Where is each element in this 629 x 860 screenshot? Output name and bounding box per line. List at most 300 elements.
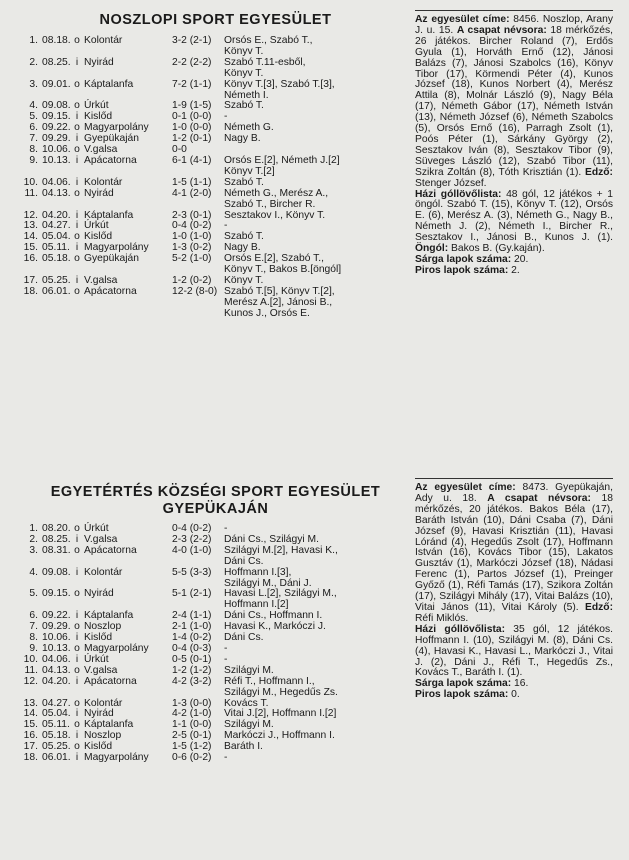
goal-scorers <box>224 134 404 145</box>
home-away: i <box>75 176 79 188</box>
game-number: 11. <box>24 187 38 199</box>
home-away: i <box>75 632 79 644</box>
home-away: o <box>74 523 80 534</box>
game-number: 18. <box>23 285 38 297</box>
scorers-block <box>415 190 613 255</box>
score: 1-2 (0-2) <box>172 274 212 286</box>
game-date: 10.13. <box>42 642 71 654</box>
opponent: Kolontár <box>84 35 123 46</box>
game-number: 4. <box>29 566 38 578</box>
game-number: 15. <box>23 719 38 731</box>
game-row <box>22 232 404 243</box>
scorer-line: Dáni Cs. <box>224 632 264 644</box>
game-row <box>22 742 404 753</box>
game-date: 09.22. <box>42 122 71 134</box>
game-number: 13. <box>23 697 38 709</box>
game-date: 05.11. <box>42 242 70 254</box>
score: 1-0 (0-0) <box>172 122 212 134</box>
club-info-box <box>415 10 613 277</box>
game-number: 6. <box>29 122 38 134</box>
scorer-line: Szilágyi M., Hegedűs Zs. <box>224 686 338 698</box>
scorer-line: Szilágyi M.[2], Havasi K., <box>224 544 338 556</box>
scorer-line: Markóczi J., Hoffmann I. <box>224 730 335 742</box>
game-number: 4. <box>29 100 38 112</box>
goal-scorers <box>224 633 404 644</box>
game-number: 3. <box>29 78 38 90</box>
score: 0-0 <box>172 144 187 156</box>
game-number: 2. <box>29 533 38 545</box>
games-table <box>22 36 404 320</box>
roster-label: A csapat névsora: <box>487 492 591 504</box>
goal-scorers <box>224 80 404 102</box>
address-label: Az egyesület címe: <box>415 14 510 25</box>
scorer-line: - <box>224 752 228 764</box>
home-away: o <box>74 144 80 156</box>
address-text: 8473. Gyepükaján, Ady u. 18. <box>415 482 613 504</box>
opponent: Kislőd <box>84 111 113 123</box>
scorer-line: Szabó T.11-esből, <box>224 56 306 68</box>
game-date: 04.13. <box>42 187 71 199</box>
game-date: 06.01. <box>42 285 71 297</box>
goal-scorers <box>224 287 404 320</box>
opponent: Noszlop <box>84 730 122 742</box>
red-cards-line <box>415 690 613 701</box>
score: 0-5 (0-1) <box>172 653 212 665</box>
home-away: i <box>75 56 79 68</box>
score: 1-5 (1-2) <box>172 741 212 753</box>
score: 4-1 (2-0) <box>172 187 212 199</box>
home-away: i <box>75 133 79 145</box>
game-date: 10.13. <box>42 154 71 166</box>
opponent: Apácatorna <box>84 285 137 297</box>
club-title: NOSZLOPI SPORT EGYESÜLET <box>99 12 332 28</box>
game-number: 10. <box>23 176 38 188</box>
score: 1-0 (1-0) <box>172 231 212 243</box>
game-date: 08.18. <box>42 35 71 46</box>
opponent: Apácatorna <box>84 544 137 556</box>
home-away: i <box>75 752 79 764</box>
home-away: i <box>75 566 79 578</box>
scorer-line: - <box>224 220 228 232</box>
opponent: Nyirád <box>84 708 114 720</box>
home-away: o <box>74 35 80 46</box>
address-text: 8456. Noszlop, Arany J. u. 15. <box>415 14 613 36</box>
scorer-line: Vitai J.[2], Hoffmann I.[2] <box>224 708 337 720</box>
game-number: 2. <box>29 56 38 68</box>
scorer-line: Könyv T., Bakos B.[öngól] <box>224 264 342 276</box>
game-date: 05.04. <box>42 231 71 243</box>
scorer-line: Könyv T. <box>224 45 264 57</box>
home-away: o <box>74 664 80 676</box>
score: 0-1 (0-0) <box>172 111 212 123</box>
opponent: Apácatorna <box>84 154 137 166</box>
opponent: Nyirád <box>84 187 114 199</box>
home-away: i <box>75 111 79 123</box>
game-date: 05.04. <box>42 708 71 720</box>
game-date: 08.25. <box>42 533 71 545</box>
goal-scorers <box>224 677 404 699</box>
score: 5-1 (2-1) <box>172 588 212 600</box>
score: 2-4 (1-1) <box>172 610 212 622</box>
game-number: 7. <box>29 621 38 633</box>
game-date: 09.15. <box>42 111 71 123</box>
roster-label: A csapat névsora: <box>456 24 547 36</box>
opponent: V.galsa <box>84 274 118 286</box>
score: 7-2 (1-1) <box>172 78 212 90</box>
red-label: Piros lapok száma: <box>415 264 509 276</box>
scorer-line: Könyv T. <box>224 67 264 79</box>
opponent: Kislőd <box>84 741 113 753</box>
opponent: Noszlop <box>84 621 122 633</box>
game-date: 04.27. <box>42 697 71 709</box>
opponent: Gyepükaján <box>84 133 139 145</box>
game-row <box>22 189 404 211</box>
scorer-line: Szabó T.[5], Könyv T.[2], <box>224 285 335 297</box>
game-number: 8. <box>29 632 38 644</box>
opponent: Kislőd <box>84 231 113 243</box>
opponent: Kolontár <box>84 697 123 709</box>
game-row <box>22 589 404 611</box>
game-date: 04.20. <box>42 209 71 221</box>
game-row <box>22 211 404 222</box>
goal-scorers <box>224 589 404 611</box>
home-away: i <box>75 730 79 742</box>
score: 0-4 (0-3) <box>172 642 212 654</box>
opponent: Apácatorna <box>84 675 137 687</box>
opponent: Úrkút <box>84 220 109 232</box>
goal-scorers <box>224 568 404 590</box>
roster-text: Bakos Béla (17), Baráth István (10), Dáni Csaba (7), Dáni József (9), Havasi Krisztián (11), Havasi Lóránd (4), Hegedűs Zsolt (17), Hoffmann István (16), Kovács Tibor (15), Lakatos Gusztáv (1), Markóczi József (18), Nádasi Ferenc (1), Partos József (1), Preinger Győző (1), Réfi Tamás (17), Szikora Zoltán (17), Szilágyi Mihály (17), Vitai Balázs (10), Vitai János (11), Vitai Károly (5). <box>415 503 614 613</box>
scorer-line: Szilágyi M. <box>224 664 274 676</box>
goal-scorers <box>224 189 404 211</box>
scorer-line: Baráth I. <box>224 741 263 753</box>
home-away: i <box>75 653 79 665</box>
coach-label: Edző: <box>584 601 613 613</box>
home-away: i <box>75 154 79 166</box>
opponent: Nyirád <box>84 56 114 68</box>
home-away: o <box>74 697 80 709</box>
red-value: 2. <box>511 264 520 276</box>
scorer-line: Orsós E.[2], Németh J.[2] <box>224 154 340 166</box>
home-away: o <box>74 253 80 265</box>
game-row <box>22 123 404 134</box>
home-away: o <box>74 285 80 297</box>
game-number: 9. <box>29 154 38 166</box>
scorer-line: Kovács T. <box>224 697 269 709</box>
opponent: Kislőd <box>84 632 113 644</box>
home-away: o <box>74 100 80 112</box>
game-row <box>22 254 404 276</box>
score: 4-2 (3-2) <box>172 675 212 687</box>
game-number: 1. <box>29 523 38 534</box>
game-row <box>22 36 404 58</box>
coach-label: Edző: <box>584 166 613 178</box>
own-goal-text: Bakos B. (Gy.kaján). <box>451 243 545 255</box>
game-date: 05.18. <box>42 253 71 265</box>
yellow-label: Sárga lapok száma: <box>415 678 512 690</box>
scorer-line: Dáni Cs., Szilágyi M. <box>224 533 319 545</box>
scorer-line: Hoffmann I.[3], <box>224 566 292 578</box>
scorers-text: 35 gól, 12 játékos. Hoffmann I. (10), Szilágyi M. (8), Dáni Cs. (4), Havasi K., Havasi L., Markóczi J., Vitai J. (2), Dáni J., Réfi T., Hegedűs Zs., Kovács T., Baráth I. (1). <box>415 623 613 679</box>
scorer-line: Havasi K., Markóczi J. <box>224 621 326 633</box>
game-date: 05.25. <box>42 274 71 286</box>
score: 1-4 (0-2) <box>172 632 212 644</box>
opponent: Káptalanfa <box>84 719 134 731</box>
score: 1-9 (1-5) <box>172 100 212 112</box>
opponent: Úrkút <box>84 523 109 534</box>
game-row <box>22 644 404 655</box>
scorer-line: Németh G., Merész A., <box>224 187 329 199</box>
scorer-line: Könyv T.[2] <box>224 165 275 177</box>
opponent: V.galsa <box>84 533 118 545</box>
home-away: i <box>75 274 79 286</box>
scorer-line: Szabó T. <box>224 176 264 188</box>
game-row <box>22 720 404 731</box>
yellow-value: 16. <box>514 678 529 690</box>
home-away: o <box>74 187 80 199</box>
game-number: 7. <box>29 133 38 145</box>
opponent: Káptalanfa <box>84 610 134 622</box>
opponent: Magyarpolány <box>84 752 149 764</box>
home-away: o <box>74 231 80 243</box>
yellow-value: 20. <box>514 253 529 265</box>
game-date: 10.06. <box>42 632 71 644</box>
opponent: V.galsa <box>84 664 118 676</box>
score: 12-2 (8-0) <box>172 285 218 297</box>
score: 5-2 (1-0) <box>172 253 212 265</box>
red-cards-line <box>415 266 613 277</box>
game-number: 16. <box>23 730 38 742</box>
goal-scorers <box>224 211 404 222</box>
game-number: 12. <box>23 675 38 687</box>
score: 1-3 (0-0) <box>172 697 212 709</box>
goal-scorers <box>224 644 404 655</box>
game-date: 09.15. <box>42 588 71 600</box>
game-number: 17. <box>23 274 38 286</box>
game-number: 15. <box>23 242 38 254</box>
game-date: 05.25. <box>42 741 71 753</box>
game-date: 04.27. <box>42 220 71 232</box>
score: 1-5 (1-1) <box>172 176 212 188</box>
score: 1-2 (1-2) <box>172 664 212 676</box>
game-date: 10.06. <box>42 144 71 156</box>
opponent: Nyirád <box>84 588 114 600</box>
scorer-line: Havasi L.[2], Szilágyi M., <box>224 588 337 600</box>
red-value: 0. <box>511 689 520 701</box>
game-date: 04.20. <box>42 675 71 687</box>
scorer-line: - <box>224 523 228 534</box>
game-row <box>22 568 404 590</box>
scorer-line: Szabó T. <box>224 231 264 243</box>
opponent: V.galsa <box>84 144 118 156</box>
score: 4-2 (1-0) <box>172 708 212 720</box>
scorer-line: Németh G. <box>224 122 274 134</box>
home-away: i <box>75 220 79 232</box>
scorer-line: Merész A.[2], Jánosi B., <box>224 296 333 308</box>
game-date: 06.01. <box>42 752 71 764</box>
game-row <box>22 287 404 320</box>
home-away: o <box>74 588 80 600</box>
score: 0-4 (0-2) <box>172 220 212 232</box>
game-row <box>22 58 404 80</box>
home-away: i <box>75 708 79 720</box>
scorer-line: Hoffmann I.[2] <box>224 599 289 611</box>
scorers-text: 48 gól, 12 játékos + 1 öngól. Szabó T. (15), Könyv T. (12), Orsós E. (6), Merész A. (3), Németh G., Nagy B., Németh J. (2), Németh I., Bircher R., Sesztakov I., Jánosi B., Kunos J. (1). <box>415 188 613 244</box>
game-number: 16. <box>23 253 38 265</box>
game-date: 04.13. <box>42 664 71 676</box>
club-info-box <box>415 478 613 701</box>
scorer-line: Kunos J., Orsós E. <box>224 307 310 319</box>
scorer-line: Réfi T., Hoffmann I., <box>224 675 315 687</box>
game-date: 04.06. <box>42 176 71 188</box>
coach-text: Réfi Miklós. <box>415 612 469 624</box>
opponent: Magyarpolány <box>84 242 149 254</box>
roster-intro: 18 mérkőzés, 20 játékos. <box>415 492 613 515</box>
club-title: EGYETÉRTÉS KÖZSÉGI SPORT EGYESÜLET GYEPÜKAJÁN <box>50 484 381 517</box>
opponent: Káptalanfa <box>84 78 134 90</box>
scorer-line: Dáni Cs. <box>224 555 264 567</box>
home-away: o <box>74 122 80 134</box>
score: 2-5 (0-1) <box>172 730 212 742</box>
score: 2-3 (0-1) <box>172 209 212 221</box>
scorer-line: Szabó T., Bircher R. <box>224 198 316 210</box>
scorers-label: Házi góllövőlista: <box>415 188 502 200</box>
scorer-line: Nagy B. <box>224 242 261 254</box>
game-number: 5. <box>29 111 38 123</box>
scorer-line: Sesztakov I., Könyv T. <box>224 209 326 221</box>
yellow-label: Sárga lapok száma: <box>415 253 512 265</box>
home-away: o <box>74 642 80 654</box>
score: 1-2 (0-1) <box>172 133 212 145</box>
game-date: 04.06. <box>42 653 71 665</box>
game-number: 18. <box>23 752 38 764</box>
home-away: i <box>75 242 79 254</box>
own-goal-label: Öngól: <box>415 243 449 255</box>
game-date: 05.18. <box>42 730 71 742</box>
goal-scorers <box>224 254 404 276</box>
game-row <box>22 677 404 699</box>
score: 2-1 (1-0) <box>172 621 212 633</box>
home-away: i <box>75 209 79 221</box>
game-date: 09.08. <box>42 100 71 112</box>
scorer-line: - <box>224 111 228 123</box>
game-date: 08.31. <box>42 544 71 556</box>
score: 3-2 (2-1) <box>172 35 212 46</box>
goal-scorers <box>224 36 404 58</box>
scorer-line: Szilágyi M., Dáni J. <box>224 577 312 589</box>
game-number: 3. <box>29 544 38 556</box>
scorer-line: Dáni Cs., Hoffmann I. <box>224 610 323 622</box>
game-number: 1. <box>29 35 38 46</box>
opponent: Úrkút <box>84 100 109 112</box>
roster-intro: 18 mérkőzés, 26 játékos. <box>415 24 613 47</box>
opponent: Magyarpolány <box>84 642 149 654</box>
goal-scorers <box>224 58 404 80</box>
goal-scorers <box>224 546 404 568</box>
game-number: 10. <box>23 653 38 665</box>
game-number: 14. <box>23 708 38 720</box>
coach-text: Stenger József. <box>415 177 487 189</box>
game-number: 5. <box>29 588 38 600</box>
scorer-line: - <box>224 653 228 665</box>
game-row <box>22 524 404 535</box>
game-date: 09.29. <box>42 621 71 633</box>
game-row <box>22 753 404 764</box>
game-number: 11. <box>24 664 38 676</box>
game-row <box>22 699 404 710</box>
game-row <box>22 80 404 102</box>
goal-scorers <box>224 101 404 112</box>
goal-scorers <box>224 156 404 178</box>
score: 0-4 (0-2) <box>172 523 212 534</box>
score: 2-3 (2-2) <box>172 533 212 545</box>
home-away: i <box>75 610 79 622</box>
home-away: o <box>74 719 80 731</box>
game-number: 8. <box>29 144 38 156</box>
scorer-line: Németh I. <box>224 89 269 101</box>
scorer-line: Orsós E., Szabó T., <box>224 35 313 46</box>
opponent: Úrkút <box>84 653 109 665</box>
scorer-line: Orsós E.[2], Szabó T., <box>224 253 324 265</box>
opponent: Kolontár <box>84 176 123 188</box>
scorer-line: Könyv T.[3], Szabó T.[3], <box>224 78 335 90</box>
game-row <box>22 101 404 112</box>
home-away: i <box>75 675 79 687</box>
score: 0-6 (0-2) <box>172 752 212 764</box>
game-date: 09.22. <box>42 610 71 622</box>
game-number: 12. <box>23 209 38 221</box>
opponent: Gyepükaján <box>84 253 139 265</box>
scorer-line: Nagy B. <box>224 133 261 145</box>
scorer-line: Könyv T. <box>224 274 264 286</box>
games-table <box>22 524 404 764</box>
game-date: 09.29. <box>42 133 71 145</box>
address-label: Az egyesület címe: <box>415 482 516 493</box>
game-date: 09.01. <box>42 78 71 90</box>
goal-scorers <box>224 753 404 764</box>
opponent: Kolontár <box>84 566 123 578</box>
opponent: Magyarpolány <box>84 122 149 134</box>
game-row <box>22 156 404 178</box>
score: 6-1 (4-1) <box>172 154 212 166</box>
score: 1-3 (0-2) <box>172 242 212 254</box>
game-date: 09.08. <box>42 566 71 578</box>
game-date: 05.11. <box>42 719 70 731</box>
game-number: 9. <box>29 642 38 654</box>
score: 2-2 (2-2) <box>172 56 212 68</box>
game-number: 14. <box>23 231 38 243</box>
home-away: o <box>74 78 80 90</box>
game-row <box>22 666 404 677</box>
scorer-line: Szilágyi M. <box>224 719 274 731</box>
score: 5-5 (3-3) <box>172 566 212 578</box>
scorers-block <box>415 625 613 680</box>
score: 4-0 (1-0) <box>172 544 212 556</box>
home-away: o <box>74 621 80 633</box>
home-away: o <box>74 544 80 556</box>
game-date: 08.25. <box>42 56 71 68</box>
red-label: Piros lapok száma: <box>415 689 509 701</box>
game-number: 17. <box>23 741 38 753</box>
home-away: o <box>74 741 80 753</box>
goal-scorers <box>224 742 404 753</box>
game-row <box>22 622 404 633</box>
scorers-label: Házi góllövőlista: <box>415 623 506 635</box>
game-number: 13. <box>23 220 38 232</box>
home-away: i <box>75 533 79 545</box>
game-number: 6. <box>29 610 38 622</box>
game-row <box>22 546 404 568</box>
